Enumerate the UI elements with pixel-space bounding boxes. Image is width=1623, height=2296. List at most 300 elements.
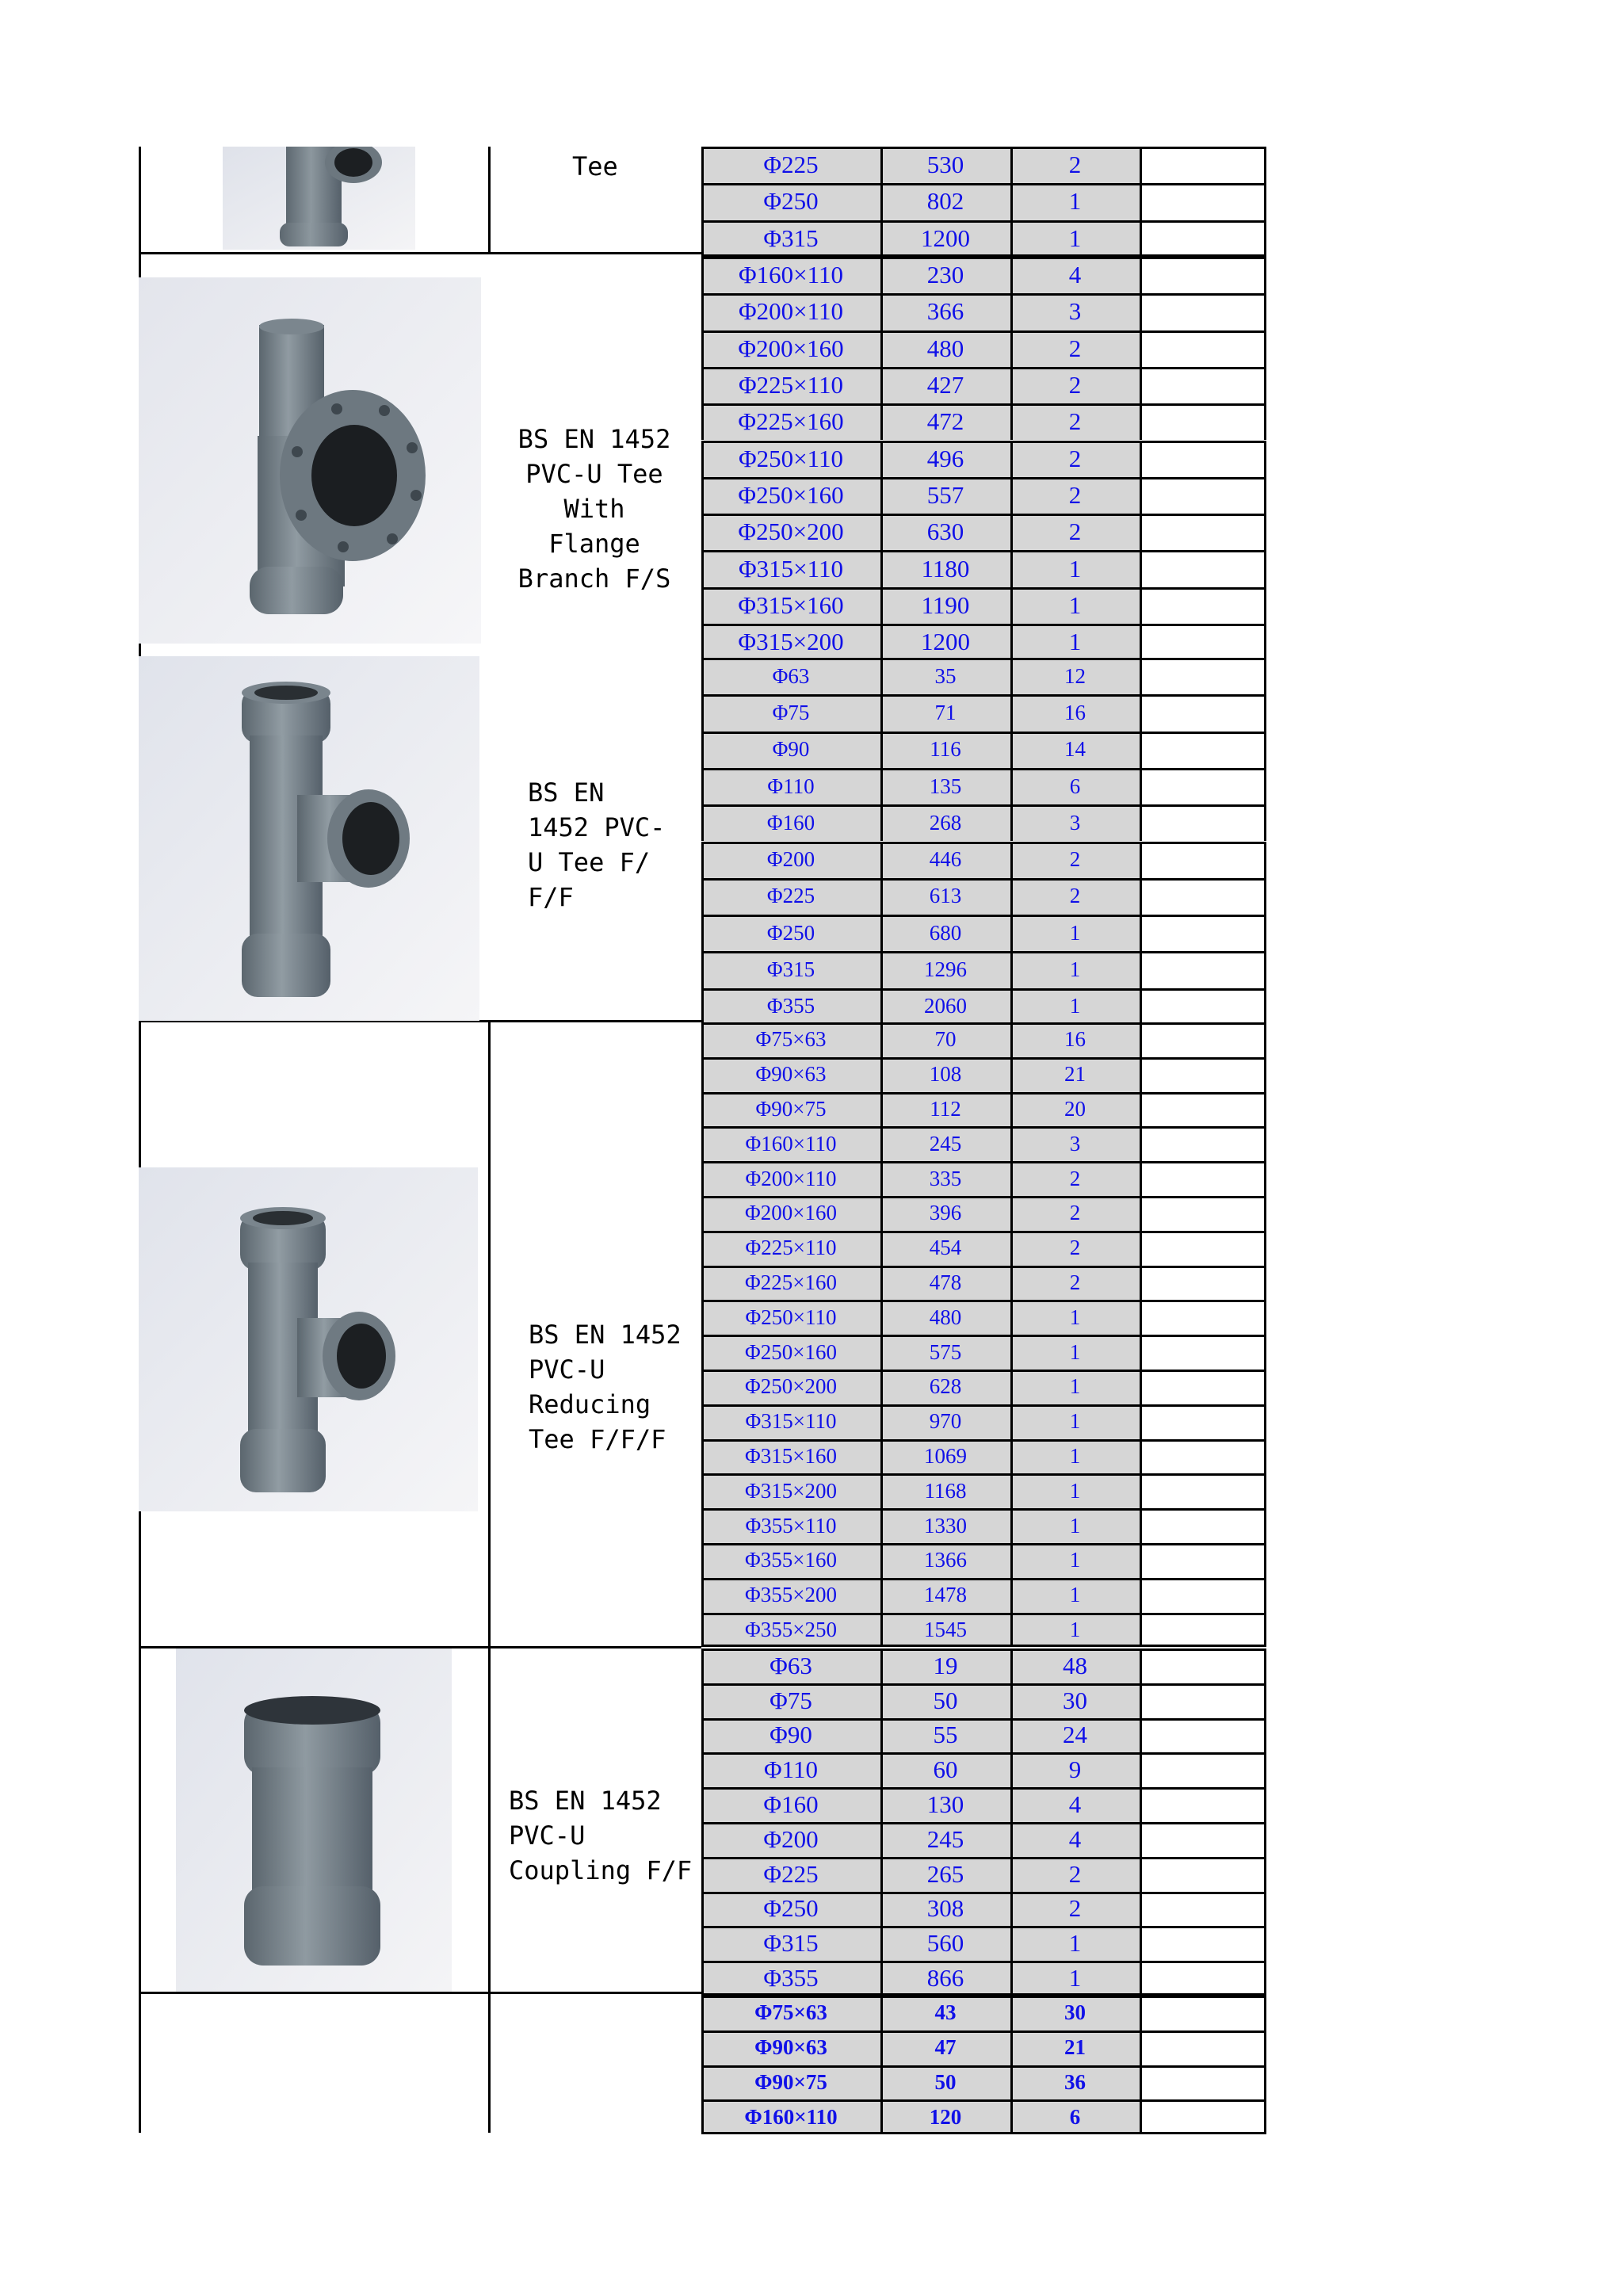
- table-grid-line: [880, 1266, 883, 1301]
- table-grid-line: [1140, 2099, 1142, 2134]
- size-cell: Φ63: [701, 1648, 880, 1683]
- table-grid-line: [701, 1645, 1266, 1647]
- table-grid-line: [1264, 658, 1266, 694]
- table-grid-line: [701, 2030, 1266, 2033]
- table-grid-line: [1140, 1300, 1142, 1335]
- size-cell: Φ315×110: [701, 550, 880, 586]
- value-cell: 628: [880, 1370, 1010, 1404]
- table-grid-line: [1010, 804, 1013, 841]
- table-grid-line: [1140, 658, 1142, 694]
- blank-cell: [1140, 1266, 1266, 1301]
- table-grid-line: [701, 951, 1266, 953]
- table-row: [701, 403, 1266, 440]
- table-grid-line: [1010, 1022, 1013, 1057]
- table-row: [701, 183, 1266, 220]
- value-cell: 480: [880, 330, 1010, 367]
- table-grid-line: [701, 988, 1266, 991]
- table-grid-line: [880, 1578, 883, 1613]
- table-grid-line: [701, 732, 1266, 734]
- table-grid-line: [880, 1473, 883, 1508]
- table-row: [701, 550, 1266, 586]
- table-grid-line: [1140, 1057, 1142, 1092]
- table-grid-line: [1264, 804, 1266, 841]
- table-grid-line: [880, 1613, 883, 1648]
- blank-cell: [1140, 1439, 1266, 1474]
- value-cell: 560: [880, 1926, 1010, 1961]
- table-grid-line: [880, 1508, 883, 1543]
- table-grid-line: [1010, 1822, 1013, 1857]
- table-row: [701, 1926, 1266, 1961]
- table-grid-line: [880, 1439, 883, 1474]
- table-grid-line: [701, 1787, 1266, 1790]
- table-row: [701, 2065, 1266, 2100]
- value-cell: 71: [880, 694, 1010, 731]
- table-grid-line: [1010, 514, 1013, 550]
- qty-cell: 1: [1010, 587, 1140, 624]
- size-cell: Φ160×110: [701, 257, 880, 293]
- table-grid-line: [1010, 694, 1013, 731]
- size-cell: Φ355×160: [701, 1543, 880, 1578]
- value-cell: 427: [880, 367, 1010, 403]
- table-row: [701, 514, 1266, 550]
- size-cell: Φ355×250: [701, 1613, 880, 1648]
- table-grid-line: [1010, 1126, 1013, 1161]
- value-cell: 480: [880, 1300, 1010, 1335]
- table-grid-line: [701, 441, 704, 477]
- table-grid-line: [701, 1231, 1266, 1233]
- value-cell: 50: [880, 2065, 1010, 2100]
- mid-border: [488, 147, 491, 254]
- table-grid-line: [1264, 403, 1266, 440]
- table-grid-line: [1140, 1543, 1142, 1578]
- table-grid-line: [880, 1126, 883, 1161]
- qty-cell: 2: [1010, 514, 1140, 550]
- size-cell: Φ250: [701, 1892, 880, 1927]
- blank-cell: [1140, 732, 1266, 768]
- table-row: [701, 1404, 1266, 1439]
- table-row: [701, 1683, 1266, 1718]
- table-grid-line: [701, 1370, 1266, 1372]
- table-grid-line: [1140, 183, 1142, 220]
- table-grid-line: [701, 2065, 704, 2100]
- value-cell: 1168: [880, 1473, 1010, 1508]
- table-grid-line: [1264, 1892, 1266, 1927]
- table-grid-line: [701, 257, 1266, 259]
- qty-cell: 4: [1010, 1787, 1140, 1822]
- table-grid-line: [1264, 147, 1266, 183]
- qty-cell: 2: [1010, 1857, 1140, 1892]
- table-grid-line: [1010, 768, 1013, 804]
- table-grid-line: [701, 1057, 704, 1092]
- table-grid-line: [880, 1822, 883, 1857]
- table-grid-line: [1140, 1648, 1142, 1683]
- mid-border: [488, 1021, 491, 2133]
- table-grid-line: [1010, 1578, 1013, 1613]
- table-grid-line: [701, 915, 1266, 917]
- table-grid-line: [1140, 768, 1142, 804]
- table-grid-line: [880, 768, 883, 804]
- table-grid-line: [701, 1404, 704, 1439]
- table-grid-line: [1140, 2030, 1142, 2065]
- value-cell: 43: [880, 1996, 1010, 2030]
- qty-cell: 21: [1010, 1057, 1140, 1092]
- table-grid-line: [701, 183, 704, 220]
- table-grid-line: [880, 1335, 883, 1370]
- value-cell: 366: [880, 293, 1010, 330]
- table-grid-line: [1010, 441, 1013, 477]
- table-grid-line: [1140, 441, 1142, 477]
- section-divider: [139, 1992, 701, 1994]
- table-grid-line: [880, 550, 883, 586]
- table-grid-line: [701, 587, 704, 624]
- value-cell: 245: [880, 1126, 1010, 1161]
- table-grid-line: [701, 842, 1266, 844]
- table-grid-line: [1010, 1892, 1013, 1927]
- table-grid-line: [1010, 183, 1013, 220]
- size-cell: Φ225×160: [701, 403, 880, 440]
- qty-cell: 6: [1010, 2099, 1140, 2134]
- table-row: [701, 1196, 1266, 1231]
- value-cell: 1069: [880, 1439, 1010, 1474]
- table-grid-line: [1010, 1266, 1013, 1301]
- table-grid-line: [701, 768, 1266, 770]
- table-grid-line: [1264, 1822, 1266, 1857]
- size-cell: Φ355: [701, 1961, 880, 1996]
- blank-cell: [1140, 1752, 1266, 1787]
- table-grid-line: [701, 1092, 704, 1127]
- size-cell: Φ250: [701, 183, 880, 220]
- qty-cell: 1: [1010, 1439, 1140, 1474]
- table-row: [701, 1161, 1266, 1196]
- table-grid-line: [701, 147, 704, 183]
- table-grid-line: [701, 220, 704, 257]
- table-grid-line: [1140, 1439, 1142, 1474]
- table-row: [701, 804, 1266, 841]
- table-grid-line: [1010, 842, 1013, 878]
- blank-cell: [1140, 1404, 1266, 1439]
- blank-cell: [1140, 768, 1266, 804]
- qty-cell: 2: [1010, 403, 1140, 440]
- table-grid-line: [701, 257, 704, 293]
- blank-cell: [1140, 220, 1266, 257]
- table-grid-line: [1140, 842, 1142, 878]
- table-grid-line: [701, 1126, 704, 1161]
- table-grid-line: [1264, 842, 1266, 878]
- size-cell: Φ250×200: [701, 1370, 880, 1404]
- table-grid-line: [701, 842, 704, 878]
- table-grid-line: [1140, 293, 1142, 330]
- table-grid-line: [701, 1300, 704, 1335]
- table-grid-line: [880, 1092, 883, 1127]
- table-row: [701, 1752, 1266, 1787]
- tee-ff-photo: [139, 656, 479, 1021]
- value-cell: 575: [880, 1335, 1010, 1370]
- table-row: [701, 768, 1266, 804]
- table-grid-line: [1010, 1543, 1013, 1578]
- table-grid-line: [1264, 1857, 1266, 1892]
- value-cell: 1296: [880, 951, 1010, 988]
- table-row: [701, 1822, 1266, 1857]
- qty-cell: 1: [1010, 1404, 1140, 1439]
- table-grid-line: [880, 1300, 883, 1335]
- table-grid-line: [880, 1057, 883, 1092]
- value-cell: 135: [880, 768, 1010, 804]
- blank-cell: [1140, 330, 1266, 367]
- table-grid-line: [701, 1543, 704, 1578]
- table-row: [701, 257, 1266, 293]
- table-grid-line: [1264, 1648, 1266, 1683]
- value-cell: 630: [880, 514, 1010, 550]
- table-grid-line: [1140, 1822, 1142, 1857]
- table-grid-line: [1140, 147, 1142, 183]
- table-grid-line: [1264, 1508, 1266, 1543]
- table-grid-line: [1140, 1126, 1142, 1161]
- table-grid-line: [1264, 1126, 1266, 1161]
- blank-cell: [1140, 1335, 1266, 1370]
- qty-cell: 2: [1010, 441, 1140, 477]
- value-cell: 1200: [880, 624, 1010, 660]
- table-grid-line: [1264, 2099, 1266, 2134]
- table-grid-line: [701, 1022, 1266, 1025]
- qty-cell: 48: [1010, 1648, 1140, 1683]
- qty-cell: 2: [1010, 147, 1140, 183]
- table-grid-line: [1010, 1335, 1013, 1370]
- table-grid-line: [1010, 293, 1013, 330]
- blank-cell: [1140, 1961, 1266, 1996]
- table-grid-line: [1264, 915, 1266, 951]
- size-cell: Φ355×200: [701, 1578, 880, 1613]
- table-grid-line: [701, 441, 1266, 443]
- table-row: [701, 293, 1266, 330]
- blank-cell: [1140, 988, 1266, 1025]
- value-cell: 268: [880, 804, 1010, 841]
- value-cell: 112: [880, 1092, 1010, 1127]
- table-grid-line: [880, 1196, 883, 1231]
- table-grid-line: [1264, 1092, 1266, 1127]
- blank-cell: [1140, 842, 1266, 878]
- table-grid-line: [701, 367, 1266, 369]
- qty-cell: 2: [1010, 1161, 1140, 1196]
- blank-cell: [1140, 1926, 1266, 1961]
- table-grid-line: [1264, 1439, 1266, 1474]
- value-cell: 1478: [880, 1578, 1010, 1613]
- table-grid-line: [1140, 1404, 1142, 1439]
- table-grid-line: [701, 220, 1266, 223]
- blank-cell: [1140, 951, 1266, 988]
- table-grid-line: [1140, 878, 1142, 915]
- table-grid-line: [1264, 878, 1266, 915]
- table-grid-line: [1010, 1683, 1013, 1718]
- value-cell: 802: [880, 183, 1010, 220]
- table-grid-line: [1010, 1926, 1013, 1961]
- table-grid-line: [1264, 1787, 1266, 1822]
- table-grid-line: [701, 804, 1266, 807]
- value-cell: 1330: [880, 1508, 1010, 1543]
- table-row: [701, 477, 1266, 514]
- table-row: [701, 1439, 1266, 1474]
- size-cell: Φ200: [701, 842, 880, 878]
- table-row: [701, 1543, 1266, 1578]
- size-cell: Φ75×63: [701, 1996, 880, 2030]
- table-grid-line: [880, 147, 883, 183]
- value-cell: 70: [880, 1022, 1010, 1057]
- table-grid-line: [1010, 1961, 1013, 1996]
- table-grid-line: [1264, 441, 1266, 477]
- table-row: [701, 842, 1266, 878]
- blank-cell: [1140, 1822, 1266, 1857]
- table-grid-line: [1140, 1718, 1142, 1753]
- size-cell: Φ250×110: [701, 441, 880, 477]
- qty-cell: 1: [1010, 915, 1140, 951]
- section-desc: BS EN 1452 PVC-U Reducing Tee F/F/F: [529, 1320, 682, 1454]
- table-grid-line: [1010, 2065, 1013, 2100]
- table-grid-line: [1140, 1022, 1142, 1057]
- value-cell: 108: [880, 1057, 1010, 1092]
- table-grid-line: [701, 1926, 1266, 1928]
- table-grid-line: [1140, 330, 1142, 367]
- size-cell: Φ160: [701, 1787, 880, 1822]
- table-grid-line: [1140, 1787, 1142, 1822]
- qty-cell: 2: [1010, 477, 1140, 514]
- table-grid-line: [701, 550, 704, 586]
- table-grid-line: [1010, 2099, 1013, 2134]
- qty-cell: 3: [1010, 804, 1140, 841]
- table-grid-line: [701, 1404, 1266, 1407]
- table-grid-line: [701, 988, 704, 1025]
- table-grid-line: [1140, 732, 1142, 768]
- table-grid-line: [1264, 1613, 1266, 1648]
- table-grid-line: [701, 2099, 1266, 2102]
- table-grid-line: [1140, 257, 1142, 293]
- qty-cell: 1: [1010, 1543, 1140, 1578]
- blank-cell: [1140, 1683, 1266, 1718]
- table-grid-line: [880, 257, 883, 293]
- qty-cell: 20: [1010, 1092, 1140, 1127]
- qty-cell: 1: [1010, 220, 1140, 257]
- table-grid-line: [1140, 2065, 1142, 2100]
- blank-cell: [1140, 477, 1266, 514]
- blank-cell: [1140, 147, 1266, 183]
- table-grid-line: [701, 878, 1266, 881]
- table-grid-line: [880, 1370, 883, 1404]
- table-grid-line: [701, 1473, 704, 1508]
- table-grid-line: [1264, 1196, 1266, 1231]
- table-grid-line: [1010, 330, 1013, 367]
- table-row: [701, 330, 1266, 367]
- section-desc: BS EN 1452 PVC-U Tee With Flange Branch F/S: [517, 424, 671, 594]
- size-cell: Φ90×63: [701, 1057, 880, 1092]
- coupling-photo: [176, 1648, 452, 1992]
- table-row: [701, 1300, 1266, 1335]
- table-grid-line: [880, 1161, 883, 1196]
- table-grid-line: [1140, 1996, 1142, 2030]
- blank-cell: [1140, 1022, 1266, 1057]
- blank-cell: [1140, 1473, 1266, 1508]
- table-grid-line: [880, 1231, 883, 1266]
- value-cell: 1366: [880, 1543, 1010, 1578]
- blank-cell: [1140, 1057, 1266, 1092]
- qty-cell: 6: [1010, 768, 1140, 804]
- size-cell: Φ75: [701, 1683, 880, 1718]
- table-grid-line: [1140, 1092, 1142, 1127]
- table-grid-line: [1010, 732, 1013, 768]
- blank-cell: [1140, 1196, 1266, 1231]
- table-grid-line: [1010, 1439, 1013, 1474]
- qty-cell: 1: [1010, 624, 1140, 660]
- table-row: [701, 878, 1266, 915]
- table-row: [701, 732, 1266, 768]
- size-cell: Φ200: [701, 1822, 880, 1857]
- table-grid-line: [1264, 2065, 1266, 2100]
- size-cell: Φ75×63: [701, 1022, 880, 1057]
- size-cell: Φ90: [701, 732, 880, 768]
- blank-cell: [1140, 624, 1266, 660]
- table-grid-line: [1264, 183, 1266, 220]
- table-grid-line: [1010, 1300, 1013, 1335]
- qty-cell: 2: [1010, 1231, 1140, 1266]
- table-grid-line: [701, 1092, 1266, 1095]
- table-grid-line: [880, 1718, 883, 1753]
- table-grid-line: [1140, 1266, 1142, 1301]
- blank-cell: [1140, 1787, 1266, 1822]
- value-cell: 496: [880, 441, 1010, 477]
- table-row: [701, 2030, 1266, 2065]
- value-cell: 970: [880, 1404, 1010, 1439]
- value-cell: 116: [880, 732, 1010, 768]
- table-grid-line: [1264, 220, 1266, 257]
- qty-cell: 3: [1010, 293, 1140, 330]
- table-grid-line: [1264, 367, 1266, 403]
- table-row: [701, 1370, 1266, 1404]
- table-grid-line: [1010, 550, 1013, 586]
- value-cell: 446: [880, 842, 1010, 878]
- table-grid-line: [1264, 988, 1266, 1025]
- table-grid-line: [701, 330, 704, 367]
- table-grid-line: [701, 1613, 1266, 1615]
- table-grid-line: [701, 1996, 1266, 1998]
- size-cell: Φ200×110: [701, 293, 880, 330]
- table-row: [701, 1231, 1266, 1266]
- size-cell: Φ200×160: [701, 1196, 880, 1231]
- table-grid-line: [701, 1196, 704, 1231]
- value-cell: 230: [880, 257, 1010, 293]
- table-grid-line: [1264, 1926, 1266, 1961]
- blank-cell: [1140, 1718, 1266, 1753]
- table-grid-line: [701, 183, 1266, 185]
- table-row: [701, 1718, 1266, 1753]
- qty-cell: 30: [1010, 1683, 1140, 1718]
- size-cell: Φ225×160: [701, 1266, 880, 1301]
- blank-cell: [1140, 514, 1266, 550]
- table-grid-line: [1264, 1404, 1266, 1439]
- table-grid-line: [1140, 550, 1142, 586]
- table-grid-line: [880, 1683, 883, 1718]
- table-grid-line: [880, 293, 883, 330]
- table-grid-line: [880, 988, 883, 1025]
- qty-cell: 2: [1010, 330, 1140, 367]
- qty-cell: 1: [1010, 1961, 1140, 1996]
- blank-cell: [1140, 2030, 1266, 2065]
- size-cell: Φ315: [701, 951, 880, 988]
- table-grid-line: [1264, 768, 1266, 804]
- table-grid-line: [1264, 1057, 1266, 1092]
- table-grid-line: [1264, 1335, 1266, 1370]
- table-grid-line: [880, 183, 883, 220]
- table-grid-line: [1140, 1683, 1142, 1718]
- table-grid-line: [701, 2099, 704, 2134]
- table-grid-line: [701, 1057, 1266, 1060]
- table-grid-line: [1140, 694, 1142, 731]
